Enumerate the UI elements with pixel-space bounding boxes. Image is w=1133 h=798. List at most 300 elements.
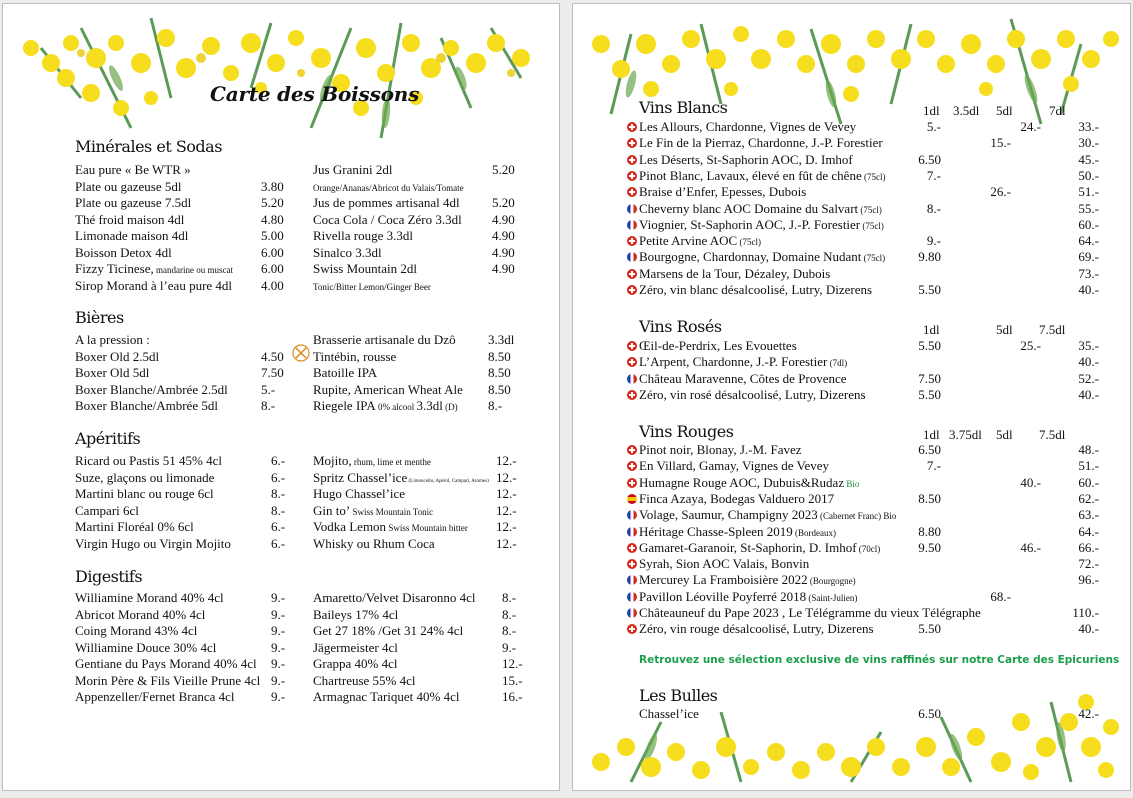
column-header: 5dl	[996, 322, 1013, 337]
mimosa-top-left-decoration	[21, 18, 541, 143]
wine-price: 69.-	[1078, 249, 1099, 265]
wine-price: 40.-	[1020, 474, 1041, 490]
wine-price: 62.-	[1078, 490, 1099, 506]
wine-name	[639, 387, 866, 403]
column-header: 5dl	[996, 427, 1013, 442]
item-name	[313, 244, 382, 261]
item-price: 6.-	[271, 453, 286, 468]
wine-price: 48.-	[1078, 442, 1099, 457]
french-flag-icon	[627, 220, 637, 230]
item-name-text: Plate ou gazeuse 5dl	[75, 178, 182, 194]
wine-price: 42.-	[1078, 706, 1099, 721]
item-name-text: Swiss Mountain 2dl	[313, 261, 418, 276]
item-price: 5.-	[261, 381, 276, 397]
item-name-text: Boxer Old 5dl	[75, 365, 150, 380]
item-name-text: Chartreuse 55% 4cl	[313, 672, 416, 688]
item-name-text: Eau pure « Be WTR »	[75, 162, 191, 177]
item-name-text: Rupite, American Wheat Ale	[313, 381, 463, 397]
item-name-text: Campari 6cl	[75, 502, 139, 518]
menu-item-row	[313, 672, 532, 689]
wine-price: 64.-	[1078, 523, 1099, 539]
wine-row	[627, 233, 1117, 249]
item-name	[75, 244, 172, 261]
menu-item-row	[313, 178, 522, 195]
item-price: 8.-	[488, 398, 503, 413]
wine-name-text: Finca Azaya, Bodegas Valduero 2017	[639, 490, 835, 506]
item-name	[313, 211, 462, 228]
wine-price: 73.-	[1078, 265, 1099, 281]
menu-item-row	[313, 502, 526, 519]
item-name	[75, 348, 159, 365]
item-price: 12.-	[502, 656, 523, 671]
item-price: 8.-	[271, 502, 286, 518]
menu-item-row	[75, 331, 291, 348]
item-name	[313, 639, 398, 656]
wine-name-text: Syrah, Sion AOC Valais, Bonvin	[639, 556, 810, 572]
wine-name-text: Pinot noir, Blonay, J.-M. Favez	[639, 442, 802, 457]
wine-name-text: Œil-de-Perdrix, Les Evouettes	[639, 338, 797, 353]
item-name-text: Sinalco 3.3dl	[313, 244, 382, 260]
item-name	[75, 589, 224, 606]
wine-row	[627, 556, 1117, 572]
wine-price: 30.-	[1078, 135, 1099, 151]
wine-price: 64.-	[1078, 233, 1099, 249]
wine-note: (7dl)	[827, 358, 848, 369]
wine-note: (75cl)	[861, 171, 886, 182]
item-name	[75, 535, 231, 552]
wine-row	[627, 507, 1117, 523]
item-name-text: Whisky ou Rhum Coca	[313, 535, 435, 551]
wine-name	[639, 184, 806, 200]
item-price: 9.-	[271, 590, 286, 605]
menu-item-row	[75, 589, 301, 606]
wine-price: 72.-	[1078, 556, 1099, 572]
item-name	[313, 364, 377, 381]
item-name	[313, 606, 398, 623]
item-name	[313, 381, 463, 398]
item-name-text: A la pression :	[75, 332, 150, 347]
swiss-flag-icon	[627, 122, 637, 132]
wine-name-text: Gamaret-Garanoir, St-Saphorin, D. Imhof	[639, 539, 857, 555]
item-price: 6.-	[271, 535, 286, 551]
menu-item-row	[75, 672, 301, 689]
menu-item-row	[75, 485, 301, 502]
item-name-text: Thé froid maison 4dl	[75, 211, 185, 227]
menu-item-row	[313, 194, 522, 211]
wine-row	[627, 491, 1117, 507]
wine-price: 45.-	[1078, 151, 1099, 167]
wine-price: 50.-	[1078, 167, 1099, 183]
wine-note: (Bourgogne)	[807, 576, 856, 587]
wine-row	[627, 475, 1117, 491]
wine-row	[627, 540, 1117, 556]
wine-name-text: Petite Arvine AOC	[639, 233, 738, 249]
wine-name	[639, 442, 802, 458]
item-note: Swiss Mountain bitter	[386, 523, 468, 533]
wine-name	[639, 266, 830, 282]
french-flag-icon	[627, 510, 637, 520]
wine-price: 9.80	[918, 249, 941, 265]
wine-price: 5.50	[918, 386, 941, 402]
bio-label: Bio	[844, 478, 860, 489]
wine-note: (Cabernet Franc) Bio	[817, 511, 897, 522]
item-name-text: Martini blanc ou rouge 6cl	[75, 486, 214, 501]
wine-price: 7.50	[918, 370, 941, 386]
item-name	[313, 655, 397, 672]
item-name-text: Williamine Morand 40% 4cl	[75, 590, 224, 605]
item-name-text: Riegele IPA	[313, 398, 376, 413]
menu-item-row	[75, 178, 291, 195]
item-name-text: Brasserie artisanale du Dzô	[313, 332, 456, 347]
wine-name	[639, 605, 981, 621]
section-title-minerales: Minérales et Sodas	[75, 137, 222, 156]
wine-note: (75cl)	[860, 220, 884, 231]
swiss-flag-icon	[627, 341, 637, 351]
wine-price: 35.-	[1078, 338, 1099, 353]
wine-price: 40.-	[1078, 282, 1099, 297]
wine-name-text: Zéro, vin rosé désalcoolisé, Lutry, Dizerens	[639, 386, 866, 402]
item-name	[313, 227, 413, 244]
wine-name	[639, 135, 883, 151]
item-price: 16.-	[502, 689, 523, 704]
item-price: 5.20	[261, 195, 284, 210]
menu-item-row	[75, 622, 301, 639]
wine-row	[627, 524, 1117, 540]
item-name-text: Coca Cola / Coca Zéro 3.3dl	[313, 211, 462, 227]
wine-price: 63.-	[1078, 507, 1099, 523]
item-name-text: Hugo Chassel’ice	[313, 486, 406, 501]
item-price: 8.-	[502, 590, 517, 605]
item-name	[75, 518, 194, 535]
wine-price: 24.-	[1020, 119, 1041, 134]
item-price: 8.-	[502, 606, 517, 622]
wine-price: 6.50	[918, 706, 941, 721]
wine-name	[639, 152, 853, 168]
wine-price: 5.50	[918, 282, 941, 297]
wine-price: 6.50	[918, 151, 941, 167]
wine-price: 40.-	[1078, 354, 1099, 370]
item-name-text: Tintébin, rousse	[313, 348, 397, 364]
menu-item-row	[75, 535, 301, 552]
item-name	[75, 672, 260, 689]
wine-name	[639, 621, 874, 637]
item-name-text: Coing Morand 43% 4cl	[75, 623, 198, 638]
item-note: 0% alcool	[375, 402, 417, 412]
menu-item-row	[75, 655, 301, 672]
french-flag-icon	[627, 575, 637, 585]
item-price: 4.90	[492, 211, 515, 227]
item-price: 8.50	[488, 348, 511, 364]
wine-name-text: Les Déserts, St-Saphorin AOC, D. Imhof	[639, 151, 853, 167]
menu-item-row	[75, 211, 291, 228]
column-header: 5dl	[996, 103, 1013, 118]
menu-item-row	[75, 244, 291, 261]
wine-name	[639, 524, 836, 541]
item-name-text: 3.3dl	[416, 398, 443, 413]
wine-price: 60.-	[1078, 216, 1099, 232]
wine-row	[627, 282, 1117, 298]
item-price: 9.-	[271, 639, 286, 655]
wine-name	[639, 572, 856, 589]
wine-row	[627, 201, 1117, 217]
item-price: 4.90	[492, 228, 515, 243]
item-price: 4.80	[261, 211, 284, 227]
wine-price: 5.-	[926, 119, 941, 134]
wine-price: 8.80	[918, 523, 941, 539]
wine-name-text: Volage, Saumur, Champigny 2023	[639, 507, 818, 523]
wine-note: (Bordeaux)	[792, 527, 837, 538]
wine-name-text: Zéro, vin blanc désalcoolisé, Lutry, Dizerens	[639, 282, 873, 297]
wine-name-text: Les Allours, Chardonne, Vignes de Vevey	[639, 119, 857, 134]
menu-item-row	[313, 397, 518, 414]
promo-epicuriens-text: Retrouvez une sélection exclusive de vins raffinés sur notre Carte des Epicuriens	[639, 654, 1120, 666]
item-name	[313, 194, 460, 211]
item-name-text: Fizzy Ticinese,	[75, 261, 154, 276]
column-header: 3.5dl	[953, 103, 980, 118]
wine-row	[627, 458, 1117, 474]
wine-name	[639, 201, 882, 218]
wine-row	[627, 589, 1117, 605]
section-title-vins-rouges: Vins Rouges	[639, 422, 734, 441]
item-name-text: Spritz Chassel’ice	[313, 469, 408, 485]
menu-item-row	[75, 397, 291, 414]
wine-name	[639, 556, 809, 572]
item-price: 12.-	[496, 453, 517, 468]
menu-item-row	[313, 655, 532, 672]
menu-item-row	[75, 194, 291, 211]
item-name	[313, 397, 458, 416]
swiss-flag-icon	[627, 187, 637, 197]
french-flag-icon	[627, 204, 637, 214]
wine-name	[639, 507, 896, 524]
wine-note: (Saint-Julien)	[806, 592, 858, 603]
wine-name-text: L’Arpent, Chardonne, J.-P. Forestier	[639, 354, 828, 370]
item-name	[313, 589, 475, 606]
wine-name-text: Chassel’ice	[639, 706, 699, 721]
wine-name-text: Mercurey La Framboisière 2022	[639, 572, 808, 588]
wine-price: 51.-	[1078, 458, 1099, 474]
item-price: 12.-	[496, 502, 517, 518]
menu-item-row	[313, 469, 526, 486]
item-note: Orange/Ananas/Abricot du Valais/Tomate	[313, 182, 464, 193]
section-title-vins-roses: Vins Rosés	[639, 317, 722, 336]
menu-page-right	[572, 3, 1131, 791]
item-name	[75, 622, 197, 639]
wine-name-text: En Villard, Gamay, Vignes de Vevey	[639, 458, 830, 474]
item-price: 12.-	[496, 486, 517, 501]
item-name-text: Ricard ou Pastis 51 45% 4cl	[75, 453, 222, 468]
wine-price: 55.-	[1078, 200, 1099, 216]
item-name	[75, 452, 222, 469]
item-price: 5.20	[492, 195, 515, 210]
menu-item-row	[313, 452, 526, 469]
item-name	[313, 672, 416, 689]
wine-name-text: Châteauneuf du Pape 2023 , Le Télégramme du vieux Télégraphe	[639, 605, 981, 620]
menu-item-row	[313, 260, 522, 277]
menu-item-row	[75, 606, 301, 623]
wine-name	[639, 119, 856, 135]
item-name	[75, 381, 228, 398]
item-name-text: Mojito,	[313, 453, 352, 468]
item-name-text: Boxer Old 2.5dl	[75, 348, 160, 364]
menu-item-row	[313, 348, 518, 365]
menu-page-left	[2, 3, 560, 791]
column-header: 1dl	[923, 322, 940, 337]
wine-note: (75cl)	[858, 204, 882, 215]
item-name-text: Jus Granini 2dl	[313, 162, 393, 177]
hops-icon	[292, 344, 310, 362]
item-price: 9.-	[271, 606, 286, 622]
wine-price: 51.-	[1078, 184, 1099, 200]
item-name-text: Plate ou gazeuse 7.5dl	[75, 195, 192, 210]
column-header: 7dl	[1049, 103, 1066, 118]
item-name-text: Williamine Douce 30% 4cl	[75, 639, 217, 655]
wine-name-text: Héritage Chasse-Spleen 2019	[639, 523, 793, 539]
swiss-flag-icon	[627, 155, 637, 165]
wine-row	[627, 354, 1117, 370]
menu-item-row	[75, 227, 291, 244]
item-price: 4.90	[492, 261, 515, 276]
item-name	[313, 161, 392, 178]
item-price: 15.-	[502, 672, 523, 688]
item-price: 9.-	[271, 672, 286, 688]
item-price: 6.-	[271, 519, 286, 534]
item-note: (Limoncello, Apérol, Campari, Aromes)	[407, 478, 489, 484]
item-price: 9.-	[271, 689, 286, 704]
wine-price: 9.-	[926, 233, 941, 249]
item-name	[75, 688, 235, 705]
item-price: 4.90	[492, 244, 515, 260]
item-name-text: Rivella rouge 3.3dl	[313, 228, 414, 243]
item-name-text: Boisson Detox 4dl	[75, 244, 172, 260]
wine-row	[627, 119, 1117, 135]
menu-item-row	[313, 161, 522, 178]
item-name-text: Grappa 40% 4cl	[313, 656, 398, 671]
wine-name-text: Zéro, vin rouge désalcoolisé, Lutry, Dizerens	[639, 621, 874, 637]
wine-price: 66.-	[1078, 539, 1099, 555]
wine-note: (75cl)	[861, 253, 886, 264]
wine-row	[627, 371, 1117, 387]
item-price: 8.-	[502, 623, 517, 638]
section-title-aperitifs: Apéritifs	[75, 429, 141, 448]
wine-row	[627, 572, 1117, 588]
menu-item-row	[75, 452, 301, 469]
item-price: 5.00	[261, 228, 284, 243]
item-price: 8.50	[488, 381, 511, 397]
menu-item-row	[313, 518, 526, 535]
wine-name-text: Viognier, St-Saphorin AOC, J.-P. Forestier	[639, 216, 861, 232]
section-title-bulles: Les Bulles	[639, 686, 718, 705]
item-name-text: Martini Floréal 0% 6cl	[75, 519, 194, 534]
menu-item-row	[313, 589, 532, 606]
item-price: 3.3dl	[488, 332, 515, 347]
wine-row	[627, 338, 1117, 354]
section-title-bieres: Bières	[75, 308, 124, 327]
item-price: 8.-	[261, 398, 276, 413]
item-name-text: Sirop Morand à l’eau pure 4dl	[75, 277, 233, 293]
wine-price: 25.-	[1020, 338, 1041, 353]
item-price: 9.-	[502, 639, 517, 655]
wine-name	[639, 354, 847, 371]
wine-name	[639, 475, 859, 492]
wine-price: 9.50	[918, 539, 941, 555]
item-name-text: Boxer Blanche/Ambrée 5dl	[75, 398, 218, 413]
wine-price: 33.-	[1078, 119, 1099, 134]
wine-price: 5.50	[918, 621, 941, 637]
item-price: 12.-	[496, 469, 517, 485]
item-name	[313, 688, 460, 705]
spanish-flag-icon	[627, 494, 637, 504]
wine-row	[627, 184, 1117, 200]
french-flag-icon	[627, 592, 637, 602]
item-name	[75, 364, 149, 381]
wine-name	[639, 233, 761, 250]
item-note: Tonic/Bitter Lemon/Ginger Beer	[313, 281, 431, 292]
swiss-flag-icon	[627, 357, 637, 367]
item-price: 3.80	[261, 178, 284, 194]
swiss-flag-icon	[627, 138, 637, 148]
item-name	[75, 194, 191, 211]
item-name-text: Abricot Morand 40% 4cl	[75, 606, 206, 622]
wine-name-text: Bourgogne, Chardonnay, Domaine Nudant	[639, 249, 862, 265]
item-name-text: Vodka Lemon	[313, 519, 387, 534]
wine-name-text: Château Maravenne, Côtes de Provence	[639, 370, 847, 386]
item-name	[313, 622, 463, 639]
wine-name	[639, 338, 797, 354]
item-price: 8.-	[271, 486, 286, 501]
menu-item-row	[313, 535, 526, 552]
menu-item-row	[313, 277, 522, 294]
wine-name-text: Pinot Blanc, Lavaux, élevé en fût de chêne	[639, 167, 862, 183]
item-name	[313, 535, 435, 552]
swiss-flag-icon	[627, 390, 637, 400]
menu-item-row	[313, 211, 522, 228]
column-header: 3.75dl	[949, 427, 982, 442]
wine-price: 7.-	[926, 167, 941, 183]
menu-item-row	[313, 485, 526, 502]
item-name-text: Jus de pommes artisanal 4dl	[313, 195, 460, 210]
menu-item-row	[313, 244, 522, 261]
menu-item-row	[75, 518, 301, 535]
item-note: (D)	[442, 402, 458, 412]
wine-row	[627, 621, 1117, 637]
menu-item-row	[313, 364, 518, 381]
wine-price: 40.-	[1078, 386, 1099, 402]
item-name	[313, 260, 417, 277]
wine-price: 96.-	[1078, 572, 1099, 588]
french-flag-icon	[627, 527, 637, 537]
wine-price: 7.-	[926, 458, 941, 474]
menu-item-row	[75, 639, 301, 656]
item-name	[75, 178, 182, 195]
item-price: 4.00	[261, 277, 284, 293]
swiss-flag-icon	[627, 236, 637, 246]
french-flag-icon	[627, 608, 637, 618]
wine-name	[639, 282, 872, 298]
menu-item-row	[75, 277, 291, 294]
menu-item-row	[313, 622, 532, 639]
wine-row	[627, 387, 1117, 403]
menu-item-row	[313, 381, 518, 398]
wine-name-text: Pavillon Léoville Poyferré 2018	[639, 588, 807, 604]
menu-item-row	[313, 688, 532, 705]
menu-item-row	[75, 688, 301, 705]
menu-item-row	[313, 606, 532, 623]
wine-price: 52.-	[1078, 370, 1099, 386]
item-price: 12.-	[496, 519, 517, 534]
item-note: mandarine ou muscat	[153, 265, 233, 275]
item-name	[313, 348, 396, 365]
